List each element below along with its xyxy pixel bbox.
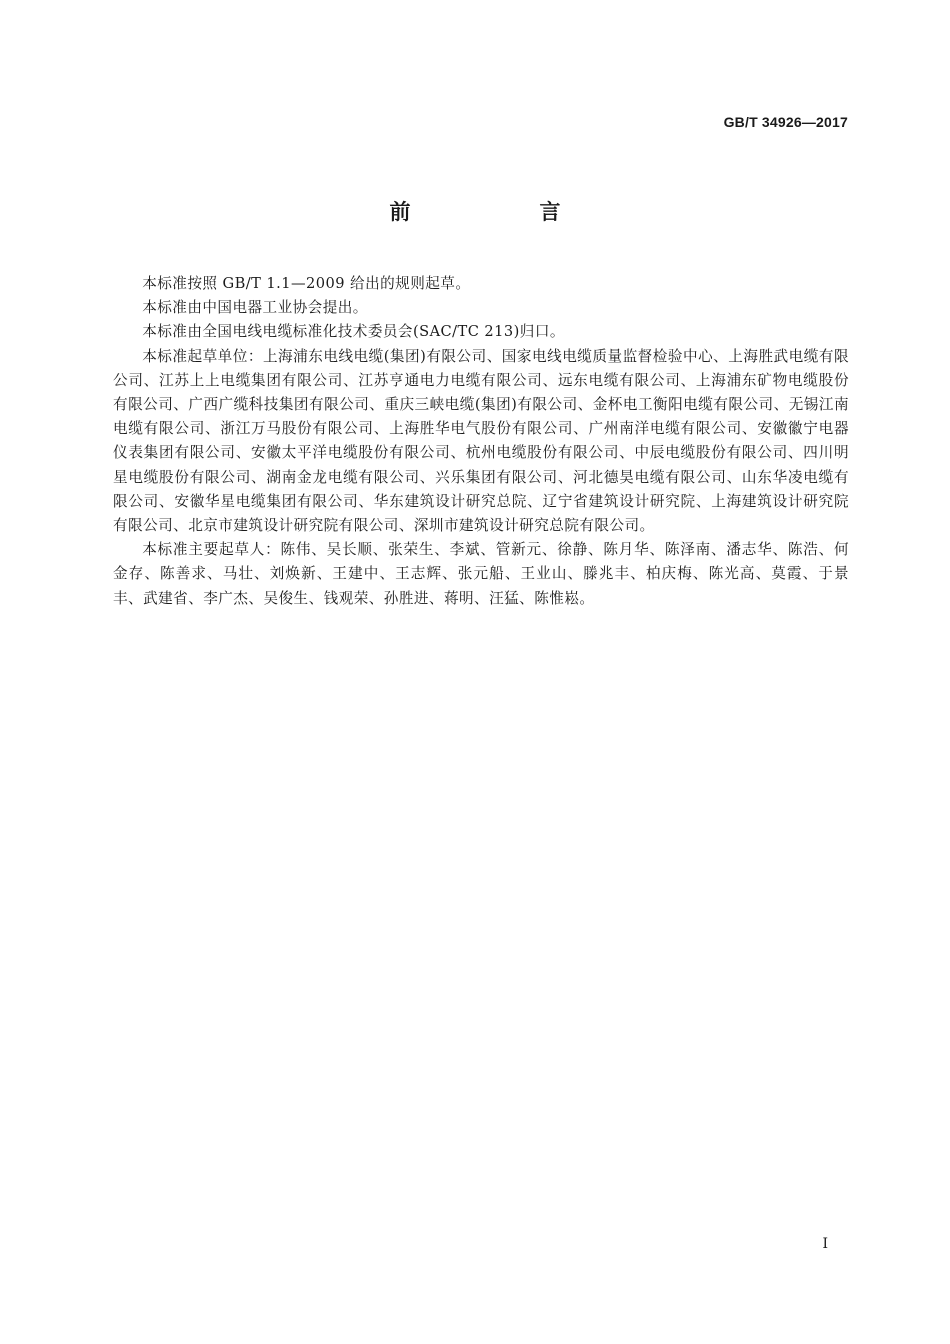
paragraph-drafting-rules: 本标准按照 GB/T 1.1—2009 给出的规则起草。 [142,275,471,292]
page-title: 前 言 [389,200,615,224]
paragraph-administrator: 本标准由全国电线电缆标准化技术委员会(SAC/TC 213)归口。 [142,323,565,341]
paragraph-proposer: 本标准由中国电器工业协会提出。 [142,299,368,317]
paragraph-drafting-units: 本标准起草单位：上海浦东电线电缆(集团)有限公司、国家电线电缆质量监督检验中心、上海胜武电缆有限公司、江苏上上电缆集团有限公司、江苏亨通电力电缆有限公司、远东电缆有限公司、上海浦东矿物电缆股份有限公司、广西广缆科技集团有限公司、重庆三峡电缆(集团)有限公司、金杯电工衡阳电缆有限公司、无锡江南电缆有限公司、浙江万马股份有限公司、上海胜华电气股份有限公司、广州南洋电缆有限公司、安徽徽宁电器仪表集团有限公司、安徽太平洋电缆股份有限公司、杭州电缆股份有限公司、中辰电缆股份有限公司、四川明星电缆股份有限公司、湖南金龙电缆有限公司、兴乐集团有限公司、河北德昊电缆有限公司、山东华凌电缆有限公司、安徽华星电缆集团有限公司、华东建筑设计研究总院、辽宁省建筑设计研究院、上海建筑设计研究院有限公司、北京市建筑设计研究院有限公司、深圳市建筑设计研究总院有限公司。 [113,347,849,535]
document-code: GB/T 34926—2017 [723,114,848,130]
foreword-body [113,272,849,611]
paragraph-drafters: 本标准主要起草人：陈伟、吴长顺、张荣生、李斌、管新元、徐静、陈月华、陈泽南、潘志华、陈浩、何金存、陈善求、马壮、刘焕新、王建中、王志辉、张元船、王业山、滕兆丰、柏庆梅、陈光高、莫霞、于景丰、武建省、李广杰、吴俊生、钱观荣、孙胜进、蒋明、汪猛、陈惟崧。 [113,541,849,607]
page-number: I [822,1236,828,1252]
